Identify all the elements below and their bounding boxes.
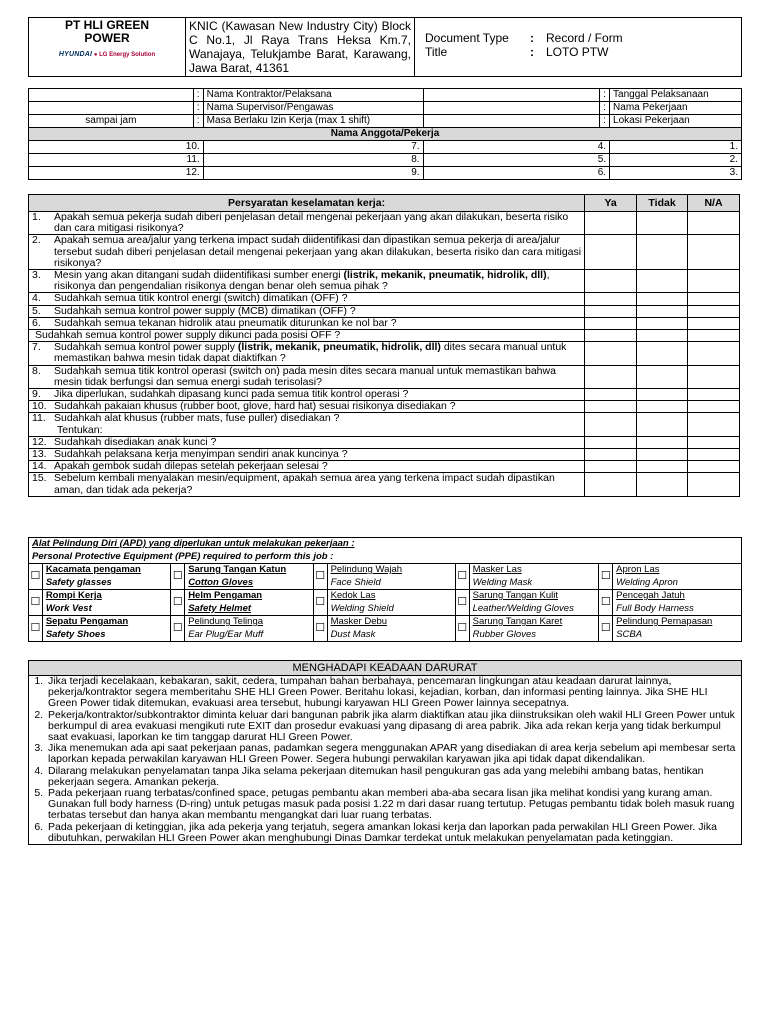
checklist-question <box>29 330 585 342</box>
member-slot[interactable]: 11. <box>29 154 204 167</box>
ppe-item-name: Masker Debu <box>330 616 388 627</box>
ppe-item-name: Sarung Tangan Kulit <box>472 590 558 601</box>
answer-na-cell[interactable] <box>688 473 740 496</box>
info-field-label: Tanggal Pelaksanaan <box>610 89 742 102</box>
answer-na-cell[interactable] <box>688 449 740 461</box>
ppe-checkbox[interactable]: ☐ <box>313 590 327 616</box>
ppe-row <box>29 590 742 616</box>
answer-tidak-cell[interactable] <box>637 212 688 235</box>
ppe-item <box>327 616 455 642</box>
info-row <box>29 102 742 115</box>
checklist-question <box>29 342 585 365</box>
ppe-checkbox[interactable]: ☐ <box>455 616 469 642</box>
ppe-checkbox[interactable]: ☐ <box>313 564 327 590</box>
ppe-row <box>29 616 742 642</box>
ppe-item <box>613 616 742 642</box>
document-header <box>28 17 742 77</box>
answer-ya-cell[interactable] <box>585 330 637 342</box>
answer-tidak-cell[interactable] <box>637 449 688 461</box>
answer-ya-cell[interactable] <box>585 270 637 293</box>
ppe-checkbox[interactable]: ☐ <box>313 616 327 642</box>
ppe-item-english: Ear Plug/Ear Muff <box>188 628 264 640</box>
ppe-item-english: Rubber Gloves <box>472 628 536 640</box>
ppe-item-english: Leather/Welding Gloves <box>472 602 574 614</box>
ppe-item-name: Pelindung Pernapasan <box>616 616 713 627</box>
answer-na-cell[interactable] <box>688 235 740 270</box>
info-field-label: Nama Supervisor/Pengawas <box>203 102 423 115</box>
ppe-checkbox[interactable]: ☐ <box>171 616 185 642</box>
question-text: Sebelum kembali menyalakan mesin/equipment, apakah semua area yang terkena impact sudah dipastikan aman, dan tidak ada pekerja? <box>54 472 555 496</box>
answer-ya-cell[interactable] <box>585 305 637 317</box>
answer-tidak-cell[interactable] <box>637 461 688 473</box>
ppe-item-name: Helm Pengaman <box>188 590 263 601</box>
question-number: 5. <box>32 304 41 317</box>
ppe-item <box>42 564 171 590</box>
checklist-question <box>29 212 585 235</box>
ppe-item <box>613 564 742 590</box>
checklist-question <box>29 449 585 461</box>
answer-tidak-cell[interactable] <box>637 342 688 365</box>
company-name-line1: PT HLI GREEN <box>64 18 149 32</box>
col-ya: Ya <box>585 195 637 212</box>
member-slot[interactable]: 12. <box>29 167 204 180</box>
emergency-body <box>29 676 742 845</box>
checklist-question <box>29 293 585 305</box>
answer-na-cell[interactable] <box>688 270 740 293</box>
ppe-item-english: Welding Mask <box>472 576 533 588</box>
question-text: Sudahkah semua tekanan hidrolik atau pneumatik diturunkan ke nol bar ? <box>54 316 397 329</box>
answer-ya-cell[interactable] <box>585 389 637 401</box>
ppe-checkbox[interactable]: ☐ <box>599 564 613 590</box>
emergency-item: 2. Pekerja/kontraktor/subkontraktor diminta keluar dari bangunan pabrik jika alarm diaktifkan atau jika diinstruksikan oleh wakil HLI Green Power untuk berkumpul di area evakuasi mengikuti rute EXIT dan prosedur evakuasi yang dipasang di area pabrik. Jika ada rekan kerja yang tidak berkumpul saat evakuasi, laporkan ke tim tanggap darurat HLI Green Power. <box>46 710 738 744</box>
member-slot[interactable]: 1. <box>610 141 742 154</box>
emergency-item: 1. Jika terjadi kecelakaan, kebakaran, sakit, cedera, tumpahan bahan berbahaya, pencemaran lingkungan atau keadaan darurat lainnya, pekerja/kontraktor segera memberitahu SHE HLI Green Power. Beritahu lokasi, kejadian, korban, dan informasi penting lainnya. Jika SHE HLI Green Power tidak ditemukan, evakuasi area tersebut, hubungi karyawan HLI Green Power lainnya secepatnya. <box>46 676 738 710</box>
checklist-row <box>29 330 740 342</box>
answer-ya-cell[interactable] <box>585 461 637 473</box>
question-number: 11. <box>32 412 46 425</box>
member-slot[interactable]: 6. <box>423 167 610 180</box>
safety-checklist <box>28 194 740 497</box>
members-header: Nama Anggota/Pekerja <box>29 128 742 141</box>
question-text: Sudahkah semua titik kontrol energi (switch) dimatikan (OFF) ? <box>54 292 348 305</box>
ppe-item <box>42 616 171 642</box>
question-text: Sudahkah semua titik kontrol operasi (switch on) pada mesin dites secara manual untuk memastikan bahwa mesin tidak berfungsi dan semua energi sudah terisolasi? <box>54 364 556 388</box>
question-text-bold: (listrik, mekanik, pneumatik, hidrolik, dll) <box>237 341 441 354</box>
question-text: Sudahkah pelaksana kerja menyimpan sendiri anak kuncinya ? <box>54 448 348 461</box>
answer-ya-cell[interactable] <box>585 212 637 235</box>
ppe-checkbox[interactable]: ☐ <box>29 590 43 616</box>
question-number: 14. <box>32 460 47 473</box>
permit-info-table <box>28 88 742 180</box>
answer-na-cell[interactable] <box>688 212 740 235</box>
question-number: 12. <box>32 435 47 448</box>
ppe-item-name: Pelindung Telinga <box>188 616 264 627</box>
answer-na-cell[interactable] <box>688 401 740 413</box>
answer-tidak-cell[interactable] <box>637 317 688 329</box>
hyundai-logo: HYUNDAI <box>58 51 93 58</box>
question-text: Sudahkah pakaian khusus (rubber boot, glove, hard hat) sesuai risikonya disediakan ? <box>54 400 456 413</box>
ppe-item-name: Apron Las <box>616 564 660 575</box>
checklist-row <box>29 365 740 388</box>
answer-na-cell[interactable] <box>688 342 740 365</box>
ppe-item <box>327 564 455 590</box>
checklist-row <box>29 401 740 413</box>
question-text-bold: (listrik, mekanik, pneumatik, hidrolik, dll) <box>343 269 547 282</box>
info-field-label: Lokasi Pekerjaan <box>610 115 742 128</box>
question-number: 2. <box>32 234 41 247</box>
member-slot[interactable]: 5. <box>423 154 610 167</box>
question-subtext: Tentukan: <box>57 423 103 436</box>
ppe-row <box>29 564 742 590</box>
checklist-question <box>29 473 585 496</box>
question-text: Apakah gembok sudah dilepas setelah pekerjaan selesai ? <box>54 460 328 473</box>
ppe-item <box>469 590 599 616</box>
doc-type-colon: : <box>530 31 534 45</box>
checklist-row <box>29 293 740 305</box>
ppe-item-english: Dust Mask <box>330 628 376 640</box>
checklist-question <box>29 436 585 448</box>
answer-na-cell[interactable] <box>688 461 740 473</box>
ppe-item-name: Kedok Las <box>330 590 376 601</box>
answer-ya-cell[interactable] <box>585 473 637 496</box>
emergency-list <box>32 676 738 844</box>
info-value-cell[interactable] <box>29 102 194 115</box>
members-row <box>29 167 742 180</box>
member-slot[interactable]: 2. <box>610 154 742 167</box>
ppe-item-english: Safety Helmet <box>188 602 252 614</box>
doc-type-value: Record / Form <box>546 31 623 45</box>
question-text: Sudahkah semua kontrol power supply (MCB) dimatikan (OFF) ? <box>54 304 356 317</box>
member-slot[interactable]: 9. <box>203 167 423 180</box>
ppe-item <box>327 590 455 616</box>
ppe-item-name: Sepatu Pengaman <box>45 616 129 627</box>
answer-tidak-cell[interactable] <box>637 293 688 305</box>
col-na: N/A <box>688 195 740 212</box>
info-field-label: Masa Berlaku Izin Kerja (max 1 shift) <box>203 115 423 128</box>
question-text: Sudahkah semua kontrol power supply dikunci pada posisi OFF ? <box>35 329 341 342</box>
info-value-cell[interactable] <box>423 115 600 128</box>
ppe-item <box>469 616 599 642</box>
emergency-section <box>28 660 742 845</box>
checklist-question <box>29 270 585 293</box>
answer-na-cell[interactable] <box>688 436 740 448</box>
question-number: 13. <box>32 448 47 461</box>
checklist-row <box>29 317 740 329</box>
checklist-row <box>29 461 740 473</box>
ppe-item-name: Pencegah Jatuh <box>616 590 685 601</box>
question-number: 4. <box>32 292 41 305</box>
answer-tidak-cell[interactable] <box>637 436 688 448</box>
checklist-question <box>29 461 585 473</box>
answer-na-cell[interactable] <box>688 317 740 329</box>
question-text: Sudahkah disediakan anak kunci ? <box>54 435 217 448</box>
members-row <box>29 154 742 167</box>
ppe-item-english: Cotton Gloves <box>188 576 254 588</box>
checklist-header: Persyaratan keselamatan kerja: <box>29 195 585 212</box>
checklist-question <box>29 389 585 401</box>
info-row <box>29 89 742 102</box>
question-text <box>54 342 581 364</box>
info-field-label: Nama Pekerjaan <box>610 102 742 115</box>
info-field-label: Nama Kontraktor/Pelaksana <box>203 89 423 102</box>
checklist-row <box>29 436 740 448</box>
answer-tidak-cell[interactable] <box>637 413 688 436</box>
info-colon: : <box>600 102 610 115</box>
question-text: Apakah semua pekerja sudah diberi penjelasan detail mengenai pekerjaan yang akan dilakukan, beserta risiko dan cara mitigasi risikonya? <box>54 211 569 235</box>
checklist-row <box>29 235 740 270</box>
ppe-item-english: Welding Apron <box>616 576 678 588</box>
answer-tidak-cell[interactable] <box>637 389 688 401</box>
answer-tidak-cell[interactable] <box>637 305 688 317</box>
answer-ya-cell[interactable] <box>585 436 637 448</box>
ppe-intro <box>29 538 742 564</box>
ppe-item-name: Rompi Kerja <box>45 590 102 601</box>
answer-na-cell[interactable] <box>688 365 740 388</box>
checklist-question <box>29 365 585 388</box>
info-colon: : <box>193 89 203 102</box>
emergency-item: 5. Pada pekerjaan ruang terbatas/confined space, petugas pembantu akan memberi aba-aba secara lisan jika melihat kondisi yang kurang aman. Gunakan full body harness (D-ring) untuk petugas masuk pada posisi 1.22 m dari dasar ruang tertutup. Petugas pembantu tidak boleh masuk ruang terbatas tersebut dan hanya akan membantu mengangkat dari luar ruang terbatas. <box>46 788 738 822</box>
ppe-checkbox[interactable]: ☐ <box>455 590 469 616</box>
ppe-item-english: Welding Shield <box>330 602 394 614</box>
ppe-checkbox[interactable]: ☐ <box>599 590 613 616</box>
doc-type-label: Document Type <box>425 31 509 45</box>
member-slot[interactable]: 8. <box>203 154 423 167</box>
answer-tidak-cell[interactable] <box>637 401 688 413</box>
col-tidak: Tidak <box>637 195 688 212</box>
info-colon: : <box>193 102 203 115</box>
answer-ya-cell[interactable] <box>585 293 637 305</box>
question-number: 9. <box>32 388 41 401</box>
ppe-item <box>469 564 599 590</box>
checklist-row <box>29 305 740 317</box>
question-text: Sudahkah alat khusus (rubber mats, fuse puller) disediakan ? <box>54 412 340 425</box>
ppe-item-english: Face Shield <box>330 576 381 588</box>
ppe-intro-id: Alat Pelindung Diri (APD) yang diperlukan untuk melakukan pekerjaan : <box>32 538 355 549</box>
info-value-cell[interactable] <box>423 89 600 102</box>
question-text <box>54 270 581 292</box>
ppe-item-english: Safety Shoes <box>45 628 106 640</box>
checklist-question <box>29 413 585 436</box>
member-slot[interactable]: 3. <box>610 167 742 180</box>
question-number: 3. <box>32 269 41 282</box>
ppe-item <box>185 616 314 642</box>
ppe-intro-en: Personal Protective Equipment (PPE) required to perform this job : <box>32 550 334 562</box>
checklist-row <box>29 270 740 293</box>
question-number: 8. <box>32 364 41 377</box>
member-slot[interactable]: 4. <box>423 141 610 154</box>
title-colon: : <box>530 45 534 59</box>
info-colon: : <box>193 115 203 128</box>
member-slot[interactable]: 7. <box>203 141 423 154</box>
checklist-row <box>29 473 740 496</box>
ppe-item <box>185 564 314 590</box>
answer-na-cell[interactable] <box>688 330 740 342</box>
question-number: 6. <box>32 316 41 329</box>
question-number: 10. <box>32 400 47 413</box>
answer-tidak-cell[interactable] <box>637 365 688 388</box>
answer-ya-cell[interactable] <box>585 449 637 461</box>
answer-ya-cell[interactable] <box>585 317 637 329</box>
info-value-cell[interactable] <box>29 89 194 102</box>
title-value: LOTO PTW <box>546 45 609 59</box>
checklist-question <box>29 401 585 413</box>
title-label: Title <box>425 45 448 59</box>
ppe-checkbox[interactable]: ☐ <box>29 616 43 642</box>
question-text-part: , risikonya dan pengendalian risikonya dengan benar oleh semua pihak ? <box>54 269 550 293</box>
answer-tidak-cell[interactable] <box>637 235 688 270</box>
answer-na-cell[interactable] <box>688 305 740 317</box>
answer-ya-cell[interactable] <box>585 365 637 388</box>
checklist-row <box>29 389 740 401</box>
info-colon: : <box>600 115 610 128</box>
question-text: Jika diperlukan, sudahkah dipasang kunci pada semua titik kontrol operasi ? <box>54 388 409 401</box>
ppe-item-english: Full Body Harness <box>616 602 694 614</box>
ppe-checkbox[interactable]: ☐ <box>171 564 185 590</box>
company-name-line2: POWER <box>84 31 130 45</box>
checklist-row <box>29 212 740 235</box>
lg-logo-icon: ● <box>93 52 98 58</box>
ppe-item <box>42 590 171 616</box>
ppe-item <box>613 590 742 616</box>
ppe-item <box>185 590 314 616</box>
checklist-question <box>29 235 585 270</box>
document-info <box>415 18 742 77</box>
checklist-question <box>29 317 585 329</box>
ppe-item-name: Masker Las <box>472 564 522 575</box>
info-colon: : <box>600 89 610 102</box>
emergency-item: 4. Dilarang melakukan penyelamatan tanpa Jika selama pekerjaan ditemukan hasil pengukuran gas ada yang melebihi ambang batas, hentikan pekerjaan segera. Amankan pekerja. <box>46 766 738 788</box>
answer-ya-cell[interactable] <box>585 413 637 436</box>
answer-ya-cell[interactable] <box>585 235 637 270</box>
member-slot[interactable]: 10. <box>29 141 204 154</box>
ppe-table <box>28 537 742 642</box>
ppe-checkbox[interactable]: ☐ <box>599 616 613 642</box>
ppe-item-english: SCBA <box>616 628 643 640</box>
answer-tidak-cell[interactable] <box>637 270 688 293</box>
answer-na-cell[interactable] <box>688 413 740 436</box>
ppe-item-name: Kacamata pengaman <box>45 564 141 575</box>
members-row <box>29 141 742 154</box>
question-text-part: Sudahkah semua kontrol power supply <box>54 341 238 354</box>
ppe-checkbox[interactable]: ☐ <box>455 564 469 590</box>
info-row <box>29 115 742 128</box>
emergency-header: MENGHADAPI KEADAAN DARURAT <box>29 661 742 676</box>
ppe-item-english: Safety glasses <box>45 576 112 588</box>
question-number: 15. <box>32 472 47 485</box>
ppe-item-name: Sarung Tangan Katun <box>188 564 287 575</box>
checklist-row <box>29 449 740 461</box>
company-cell <box>29 18 186 77</box>
answer-ya-cell[interactable] <box>585 401 637 413</box>
ppe-item-name: Sarung Tangan Karet <box>472 616 563 627</box>
answer-ya-cell[interactable] <box>585 342 637 365</box>
company-logo <box>32 48 182 62</box>
info-value-cell[interactable] <box>423 102 600 115</box>
ppe-checkbox[interactable]: ☐ <box>171 590 185 616</box>
ppe-item-english: Work Vest <box>45 602 92 614</box>
answer-tidak-cell[interactable] <box>637 330 688 342</box>
answer-na-cell[interactable] <box>688 389 740 401</box>
emergency-item: 6. Pada pekerjaan di ketinggian, jika ada pekerja yang terjatuh, segera amankan lokasi kerja dan laporkan pada perwakilan HLI Green Power. Jika dibutuhkan, perwakilan HLI Green Power akan menghubungi Dinas Damkar terdekat untuk melakukan penyelamatan pada ketinggian. <box>46 822 738 844</box>
question-text: Apakah semua area/jalur yang terkena impact sudah diidentifikasi dan dipastikan semua pekerja di area/jalur tersebut sudah diberi penjelasan detail mengenai pekerjaan yang akan dilakukan, beserta risiko dan cara mitigasi risikonya? <box>54 234 582 269</box>
question-text-part: dites secara manual untuk memastikan bahwa mesin tidak dapat diaktifkan ? <box>54 341 567 365</box>
answer-tidak-cell[interactable] <box>637 473 688 496</box>
checklist-row <box>29 342 740 365</box>
question-number: 7. <box>32 341 41 354</box>
lg-logo-text: LG Energy Solution <box>99 52 156 58</box>
checklist-row <box>29 413 740 436</box>
ppe-item-name: Pelindung Wajah <box>330 564 403 575</box>
ppe-checkbox[interactable]: ☐ <box>29 564 43 590</box>
question-text-part: Mesin yang akan ditangani sudah diidentifikasi sumber energi <box>54 269 344 282</box>
answer-na-cell[interactable] <box>688 293 740 305</box>
checklist-question <box>29 305 585 317</box>
emergency-item: 3. Jika menemukan ada api saat pekerjaan panas, padamkan segera menggunakan APAR yang disediakan di area kerja sebelum api membesar serta laporkan kepada perwakilan karyawan HLI Green Power. Segera hubungi perwakilan karyawan jika api tidak dapat dikendalikan. <box>46 743 738 765</box>
company-address: KNIC (Kawasan New Industry City) Block C No.1, Jl Raya Trans Heksa Km.7, Wanajaya, Telukjambe Barat, Karawang, Jawa Barat, 41361 <box>186 18 415 77</box>
sampai-jam-label: sampai jam <box>29 115 194 128</box>
question-number: 1. <box>32 211 41 223</box>
